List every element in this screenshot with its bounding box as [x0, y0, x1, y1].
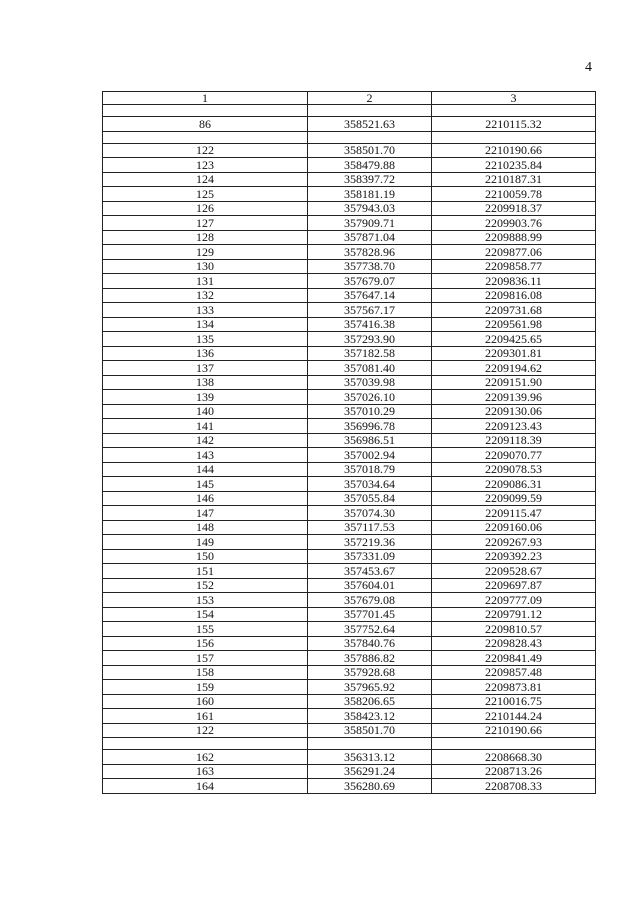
point-number-cell: 154 — [103, 607, 308, 622]
table-row — [103, 477, 596, 492]
x-coordinate-cell: 357679.07 — [308, 274, 432, 289]
table-row — [103, 375, 596, 390]
x-coordinate-cell: 356996.78 — [308, 419, 432, 434]
y-coordinate-cell: 2209810.57 — [432, 622, 596, 637]
x-coordinate-cell: 358397.72 — [308, 172, 432, 187]
x-coordinate-cell: 357965.92 — [308, 680, 432, 695]
x-coordinate-cell: 357909.71 — [308, 216, 432, 231]
table-row — [103, 709, 596, 724]
y-coordinate-cell: 2209099.59 — [432, 491, 596, 506]
table-row — [103, 651, 596, 666]
y-coordinate-cell: 2209139.96 — [432, 390, 596, 405]
column-header: 2 — [308, 92, 432, 105]
y-coordinate-cell: 2209151.90 — [432, 375, 596, 390]
table-row — [103, 723, 596, 738]
y-coordinate-cell: 2209118.39 — [432, 433, 596, 448]
point-number-cell: 145 — [103, 477, 308, 492]
table-row — [103, 187, 596, 202]
y-coordinate-cell: 2208668.30 — [432, 750, 596, 765]
x-coordinate-cell: 357943.03 — [308, 201, 432, 216]
x-coordinate-cell: 357828.96 — [308, 245, 432, 260]
point-number-cell: 126 — [103, 201, 308, 216]
point-number-cell: 143 — [103, 448, 308, 463]
point-number-cell: 155 — [103, 622, 308, 637]
point-number-cell: 163 — [103, 764, 308, 779]
y-coordinate-cell: 2210115.32 — [432, 117, 596, 132]
y-coordinate-cell: 2209877.06 — [432, 245, 596, 260]
y-coordinate-cell: 2209731.68 — [432, 303, 596, 318]
y-coordinate-cell: 2209903.76 — [432, 216, 596, 231]
x-coordinate-cell: 357871.04 — [308, 230, 432, 245]
x-coordinate-cell: 357453.67 — [308, 564, 432, 579]
x-coordinate-cell: 357416.38 — [308, 317, 432, 332]
y-coordinate-cell: 2209918.37 — [432, 201, 596, 216]
point-number-cell: 139 — [103, 390, 308, 405]
table-row — [103, 216, 596, 231]
x-coordinate-cell: 357701.45 — [308, 607, 432, 622]
x-coordinate-cell: 358181.19 — [308, 187, 432, 202]
column-header: 3 — [432, 92, 596, 105]
x-coordinate-cell: 357018.79 — [308, 462, 432, 477]
point-number-cell: 125 — [103, 187, 308, 202]
x-coordinate-cell: 358521.63 — [308, 117, 432, 132]
table-row — [103, 361, 596, 376]
coordinates-table-body — [103, 92, 596, 794]
y-coordinate-cell: 2209836.11 — [432, 274, 596, 289]
y-coordinate-cell: 2209858.77 — [432, 259, 596, 274]
x-coordinate-cell: 357074.30 — [308, 506, 432, 521]
y-coordinate-cell: 2210187.31 — [432, 172, 596, 187]
point-number-cell: 153 — [103, 593, 308, 608]
x-coordinate-cell: 358206.65 — [308, 694, 432, 709]
table-row — [103, 462, 596, 477]
empty-cell — [432, 131, 596, 143]
x-coordinate-cell: 357840.76 — [308, 636, 432, 651]
point-number-cell: 160 — [103, 694, 308, 709]
table-row — [103, 622, 596, 637]
table-row — [103, 433, 596, 448]
empty-cell — [432, 105, 596, 117]
table-row — [103, 346, 596, 361]
table-row — [103, 448, 596, 463]
table-row — [103, 764, 596, 779]
x-coordinate-cell: 357219.36 — [308, 535, 432, 550]
x-coordinate-cell: 357604.01 — [308, 578, 432, 593]
x-coordinate-cell: 357886.82 — [308, 651, 432, 666]
table-row — [103, 593, 596, 608]
column-header: 1 — [103, 92, 308, 105]
x-coordinate-cell: 358479.88 — [308, 158, 432, 173]
x-coordinate-cell: 357026.10 — [308, 390, 432, 405]
table-row — [103, 549, 596, 564]
table-row — [103, 245, 596, 260]
x-coordinate-cell: 357293.90 — [308, 332, 432, 347]
table-row — [103, 564, 596, 579]
point-number-cell: 122 — [103, 143, 308, 158]
x-coordinate-cell: 356291.24 — [308, 764, 432, 779]
table-row — [103, 680, 596, 695]
x-coordinate-cell: 356313.12 — [308, 750, 432, 765]
table-row — [103, 201, 596, 216]
table-row — [103, 259, 596, 274]
y-coordinate-cell: 2209194.62 — [432, 361, 596, 376]
empty-cell — [308, 105, 432, 117]
point-number-cell: 157 — [103, 651, 308, 666]
table-row — [103, 317, 596, 332]
table-row — [103, 665, 596, 680]
table-row — [103, 158, 596, 173]
empty-cell — [432, 738, 596, 750]
x-coordinate-cell: 357002.94 — [308, 448, 432, 463]
x-coordinate-cell: 358423.12 — [308, 709, 432, 724]
y-coordinate-cell: 2209160.06 — [432, 520, 596, 535]
table-row — [103, 779, 596, 794]
y-coordinate-cell: 2209828.43 — [432, 636, 596, 651]
point-number-cell: 141 — [103, 419, 308, 434]
x-coordinate-cell: 357117.53 — [308, 520, 432, 535]
point-number-cell: 86 — [103, 117, 308, 132]
point-number-cell: 136 — [103, 346, 308, 361]
y-coordinate-cell: 2209873.81 — [432, 680, 596, 695]
x-coordinate-cell: 357039.98 — [308, 375, 432, 390]
y-coordinate-cell: 2209857.48 — [432, 665, 596, 680]
table-row — [103, 419, 596, 434]
x-coordinate-cell: 357034.64 — [308, 477, 432, 492]
y-coordinate-cell: 2210190.66 — [432, 143, 596, 158]
point-number-cell: 140 — [103, 404, 308, 419]
y-coordinate-cell: 2210016.75 — [432, 694, 596, 709]
table-row — [103, 750, 596, 765]
point-number-cell: 151 — [103, 564, 308, 579]
point-number-cell: 133 — [103, 303, 308, 318]
x-coordinate-cell: 356986.51 — [308, 433, 432, 448]
x-coordinate-cell: 357738.70 — [308, 259, 432, 274]
y-coordinate-cell: 2210059.78 — [432, 187, 596, 202]
table-row — [103, 390, 596, 405]
point-number-cell: 146 — [103, 491, 308, 506]
table-row — [103, 491, 596, 506]
point-number-cell: 124 — [103, 172, 308, 187]
x-coordinate-cell: 357055.84 — [308, 491, 432, 506]
y-coordinate-cell: 2209888.99 — [432, 230, 596, 245]
y-coordinate-cell: 2210190.66 — [432, 723, 596, 738]
y-coordinate-cell: 2209086.31 — [432, 477, 596, 492]
page-number: 4 — [585, 60, 592, 75]
empty-cell — [103, 738, 308, 750]
x-coordinate-cell: 357928.68 — [308, 665, 432, 680]
point-number-cell: 130 — [103, 259, 308, 274]
table-row — [103, 172, 596, 187]
y-coordinate-cell: 2209777.09 — [432, 593, 596, 608]
x-coordinate-cell: 357567.17 — [308, 303, 432, 318]
table-row — [103, 143, 596, 158]
y-coordinate-cell: 2209425.65 — [432, 332, 596, 347]
point-number-cell: 129 — [103, 245, 308, 260]
y-coordinate-cell: 2210235.84 — [432, 158, 596, 173]
table-row — [103, 694, 596, 709]
x-coordinate-cell: 357081.40 — [308, 361, 432, 376]
point-number-cell: 132 — [103, 288, 308, 303]
x-coordinate-cell: 358501.70 — [308, 723, 432, 738]
point-number-cell: 152 — [103, 578, 308, 593]
y-coordinate-cell: 2209130.06 — [432, 404, 596, 419]
y-coordinate-cell: 2209123.43 — [432, 419, 596, 434]
y-coordinate-cell: 2208713.26 — [432, 764, 596, 779]
y-coordinate-cell: 2210144.24 — [432, 709, 596, 724]
point-number-cell: 162 — [103, 750, 308, 765]
table-row — [103, 535, 596, 550]
separator-row — [103, 105, 596, 117]
y-coordinate-cell: 2208708.33 — [432, 779, 596, 794]
x-coordinate-cell: 357331.09 — [308, 549, 432, 564]
point-number-cell: 128 — [103, 230, 308, 245]
y-coordinate-cell: 2209078.53 — [432, 462, 596, 477]
point-number-cell: 147 — [103, 506, 308, 521]
point-number-cell: 122 — [103, 723, 308, 738]
point-number-cell: 123 — [103, 158, 308, 173]
empty-cell — [103, 131, 308, 143]
table-row — [103, 303, 596, 318]
table-row — [103, 230, 596, 245]
table-row — [103, 117, 596, 132]
table-row — [103, 506, 596, 521]
x-coordinate-cell: 357647.14 — [308, 288, 432, 303]
table-header-row — [103, 92, 596, 105]
point-number-cell: 142 — [103, 433, 308, 448]
y-coordinate-cell: 2209267.93 — [432, 535, 596, 550]
y-coordinate-cell: 2209816.08 — [432, 288, 596, 303]
y-coordinate-cell: 2209841.49 — [432, 651, 596, 666]
point-number-cell: 134 — [103, 317, 308, 332]
y-coordinate-cell: 2209301.81 — [432, 346, 596, 361]
y-coordinate-cell: 2209791.12 — [432, 607, 596, 622]
separator-row — [103, 131, 596, 143]
table-row — [103, 578, 596, 593]
table-row — [103, 636, 596, 651]
point-number-cell: 150 — [103, 549, 308, 564]
x-coordinate-cell: 357182.58 — [308, 346, 432, 361]
table-row — [103, 274, 596, 289]
point-number-cell: 156 — [103, 636, 308, 651]
y-coordinate-cell: 2209070.77 — [432, 448, 596, 463]
empty-cell — [308, 738, 432, 750]
table-row — [103, 520, 596, 535]
table-row — [103, 607, 596, 622]
point-number-cell: 161 — [103, 709, 308, 724]
empty-cell — [103, 105, 308, 117]
separator-row — [103, 738, 596, 750]
y-coordinate-cell: 2209392.23 — [432, 549, 596, 564]
x-coordinate-cell: 357010.29 — [308, 404, 432, 419]
point-number-cell: 159 — [103, 680, 308, 695]
point-number-cell: 164 — [103, 779, 308, 794]
coordinates-table — [102, 91, 596, 794]
point-number-cell: 149 — [103, 535, 308, 550]
y-coordinate-cell: 2209115.47 — [432, 506, 596, 521]
empty-cell — [308, 131, 432, 143]
point-number-cell: 127 — [103, 216, 308, 231]
table-row — [103, 404, 596, 419]
table-row — [103, 332, 596, 347]
y-coordinate-cell: 2209697.87 — [432, 578, 596, 593]
x-coordinate-cell: 357752.64 — [308, 622, 432, 637]
point-number-cell: 135 — [103, 332, 308, 347]
table-row — [103, 288, 596, 303]
point-number-cell: 138 — [103, 375, 308, 390]
x-coordinate-cell: 357679.08 — [308, 593, 432, 608]
y-coordinate-cell: 2209561.98 — [432, 317, 596, 332]
x-coordinate-cell: 358501.70 — [308, 143, 432, 158]
point-number-cell: 148 — [103, 520, 308, 535]
y-coordinate-cell: 2209528.67 — [432, 564, 596, 579]
point-number-cell: 144 — [103, 462, 308, 477]
x-coordinate-cell: 356280.69 — [308, 779, 432, 794]
point-number-cell: 131 — [103, 274, 308, 289]
point-number-cell: 158 — [103, 665, 308, 680]
point-number-cell: 137 — [103, 361, 308, 376]
